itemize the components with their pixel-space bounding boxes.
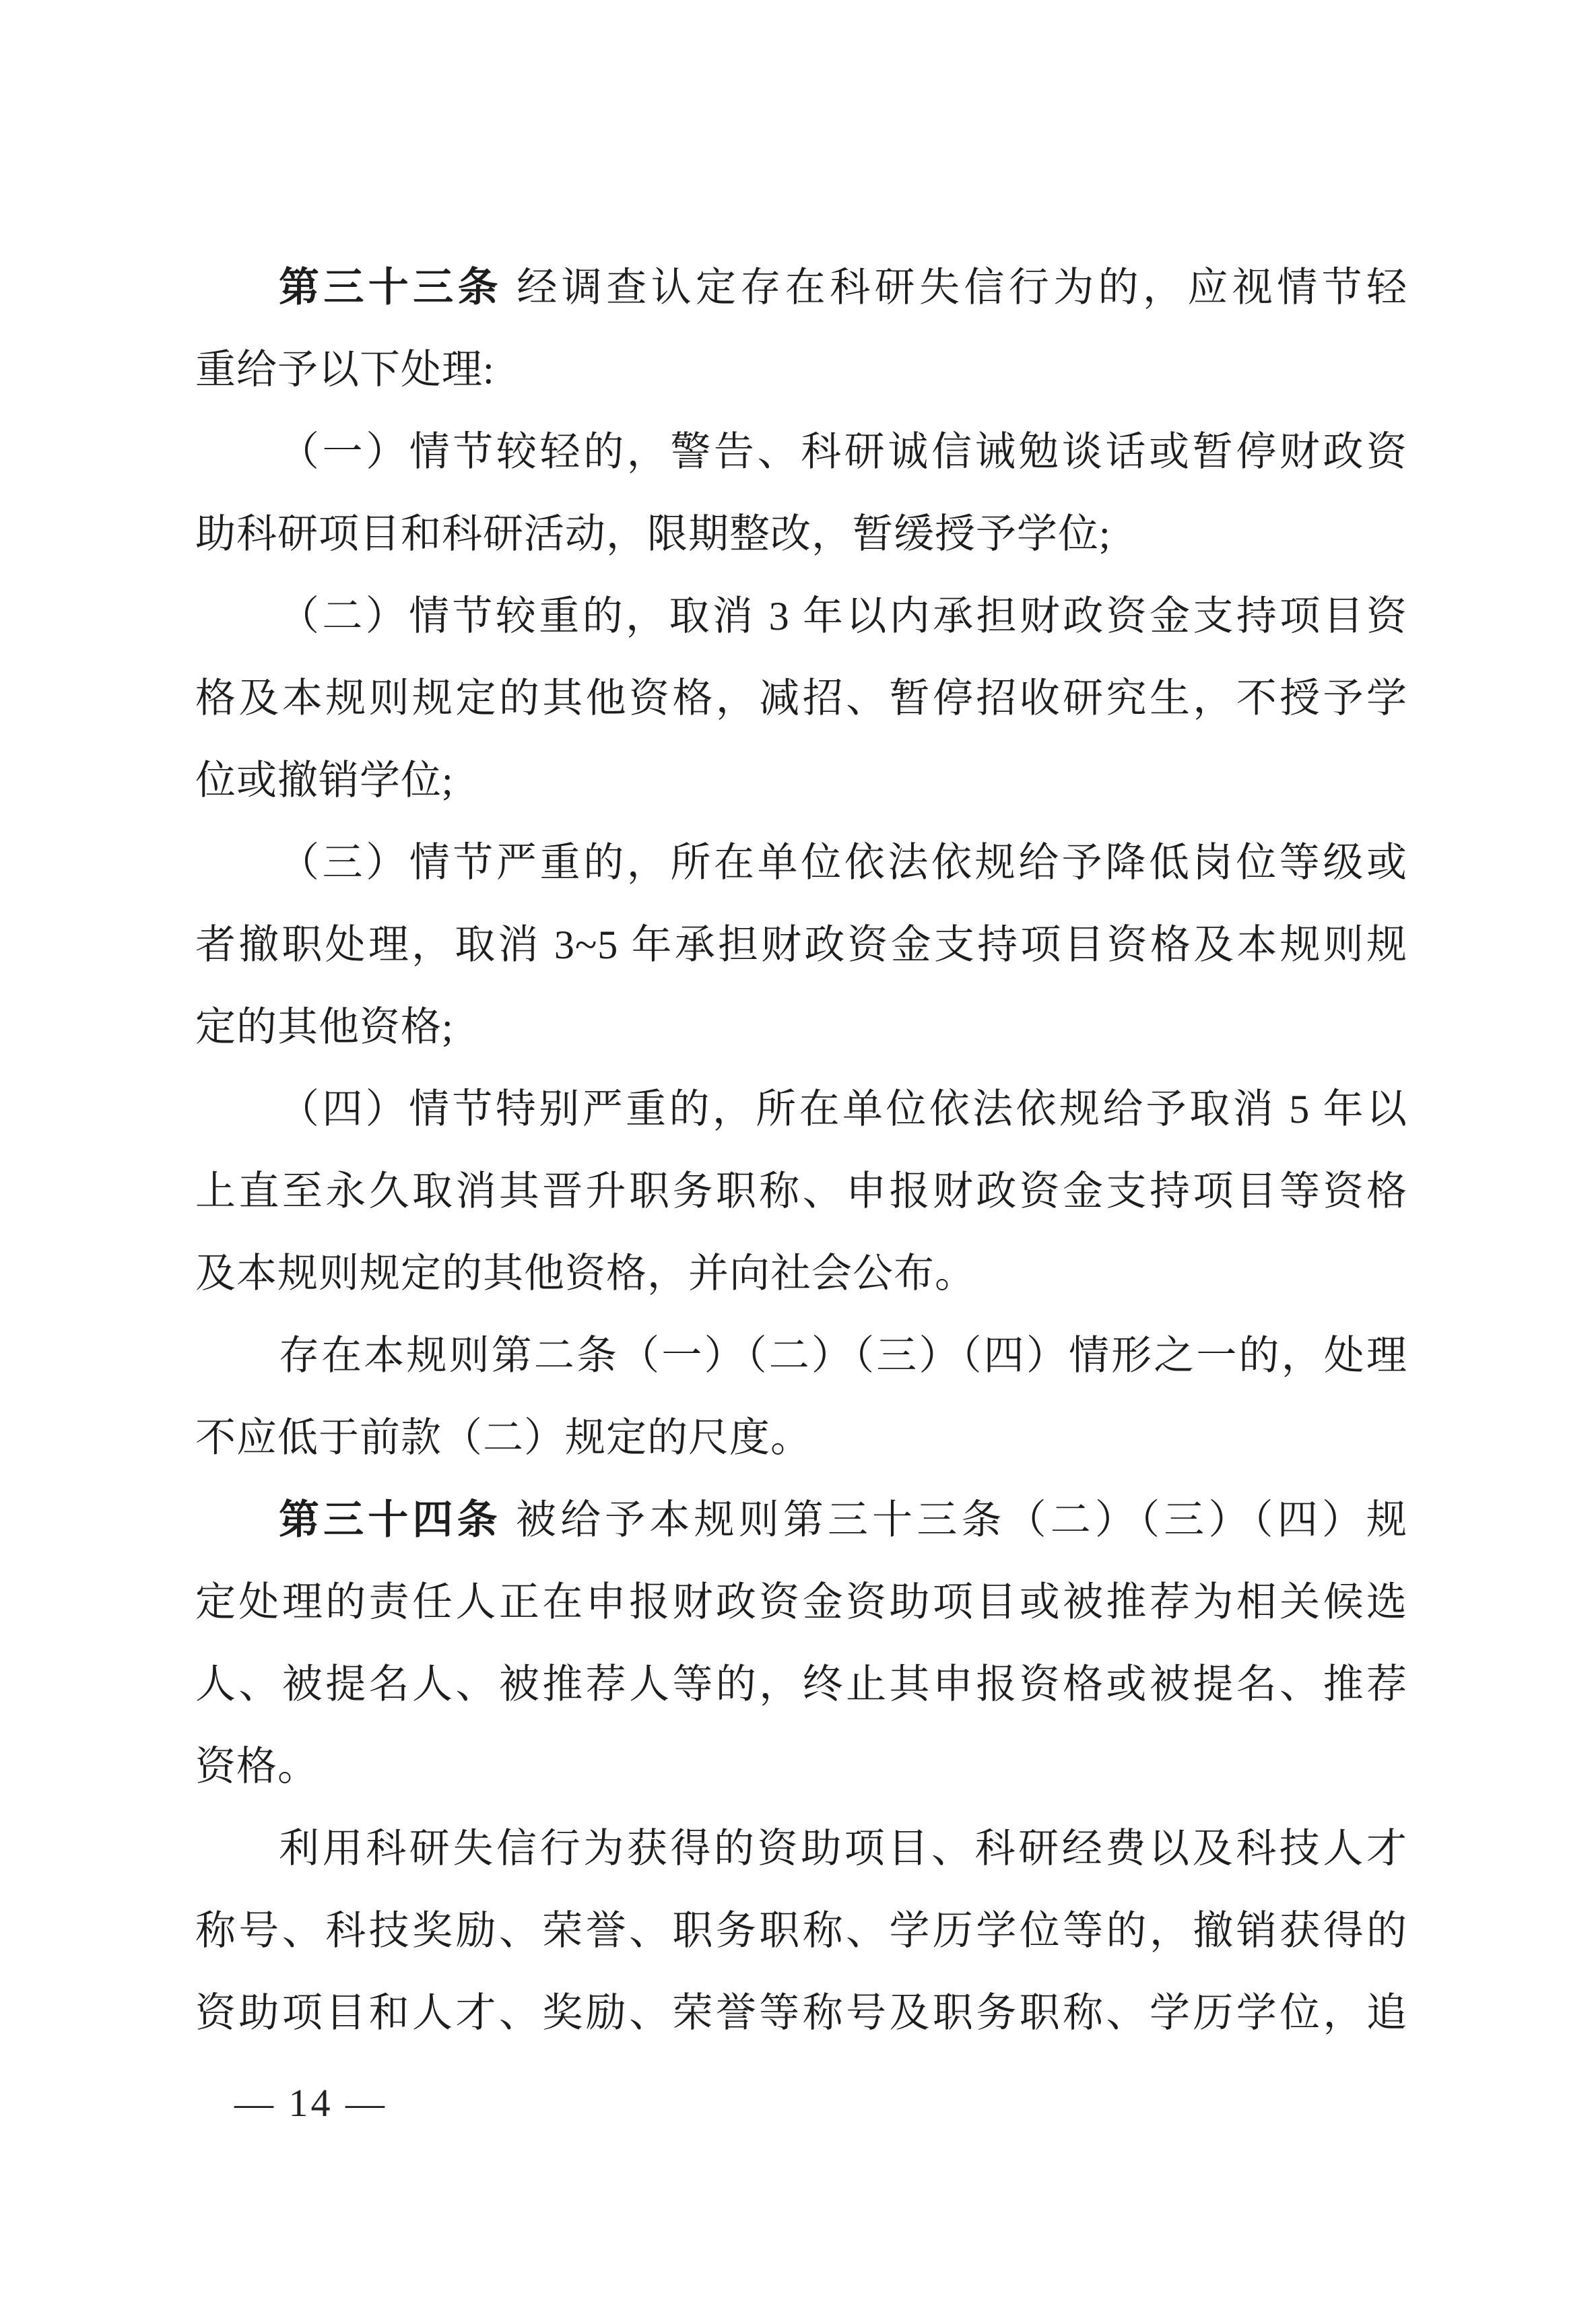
- text-segment: 助科研项目和科研活动，限期整改，暂缓授予学位;: [195, 512, 1111, 556]
- text-segment: （四）情节特别严重的，所在单位依法依规给予取消 5 年以: [279, 1087, 1407, 1131]
- text-line: [195, 657, 1407, 739]
- text-line: [195, 1068, 1407, 1150]
- text-segment: 定处理的责任人正在申报财政资金资助项目或被推荐为相关候选: [195, 1580, 1407, 1624]
- text-line: [195, 411, 1407, 493]
- text-line: [195, 1561, 1407, 1643]
- text-line: [195, 1643, 1407, 1725]
- text-line: [195, 1150, 1407, 1232]
- text-segment: 经调查认定存在科研失信行为的，应视情节轻: [502, 265, 1407, 310]
- text-segment: 重给予以下处理:: [195, 348, 495, 392]
- text-line: [195, 246, 1407, 329]
- text-line: [195, 1972, 1407, 2054]
- text-segment: 存在本规则第二条（一）（二）（三）（四）情形之一的，处理: [279, 1333, 1407, 1378]
- text-segment: 人、被提名人、被推荐人等的，终止其申报资格或被提名、推荐: [195, 1662, 1407, 1707]
- text-segment: 者撤职处理，取消 3~5 年承担财政资金支持项目资格及本规则规: [195, 923, 1407, 967]
- text-segment: 位或撤销学位;: [195, 758, 454, 803]
- text-line: [195, 1315, 1407, 1397]
- text-segment: 称号、科技奖励、荣誉、职务职称、学历学位等的，撤销获得的: [195, 1909, 1407, 1953]
- document-body: [195, 246, 1407, 2054]
- text-segment: 上直至永久取消其晋升职务职称、申报财政资金支持项目等资格: [195, 1169, 1407, 1214]
- text-line: [195, 1397, 1407, 1479]
- text-segment: 被给予本规则第三十三条（二）（三）（四）规: [501, 1498, 1408, 1542]
- text-segment: （一）情节较轻的，警告、科研诚信诫勉谈话或暂停财政资: [279, 430, 1407, 474]
- text-line: [195, 1479, 1407, 1561]
- article-number: 第三十三条: [279, 265, 502, 310]
- text-line: [195, 1890, 1407, 1972]
- text-line: [195, 1808, 1407, 1890]
- text-segment: 利用科研失信行为获得的资助项目、科研经费以及科技人才: [279, 1826, 1407, 1871]
- text-segment: 格及本规则规定的其他资格，减招、暂停招收研究生，不授予学: [195, 676, 1407, 721]
- text-line: [195, 575, 1407, 657]
- text-segment: 不应低于前款（二）规定的尺度。: [195, 1416, 811, 1460]
- text-segment: 资格。: [195, 1744, 319, 1789]
- text-segment: （三）情节严重的，所在单位依法依规给予降低岗位等级或: [279, 840, 1407, 885]
- text-line: [195, 493, 1407, 575]
- text-segment: （二）情节较重的，取消 3 年以内承担财政资金支持项目资: [279, 594, 1407, 638]
- article-number: 第三十四条: [279, 1497, 502, 1542]
- page-number: — 14 —: [234, 2081, 387, 2125]
- text-segment: 及本规则规定的其他资格，并向社会公布。: [195, 1251, 976, 1296]
- text-line: [195, 329, 1407, 411]
- text-line: [195, 739, 1407, 822]
- text-line: [195, 1232, 1407, 1315]
- text-line: [195, 822, 1407, 904]
- text-line: [195, 904, 1407, 986]
- text-line: [195, 1725, 1407, 1808]
- text-segment: 定的其他资格;: [195, 1005, 454, 1049]
- text-line: [195, 986, 1407, 1068]
- text-segment: 资助项目和人才、奖励、荣誉等称号及职务职称、学历学位，追: [195, 1991, 1407, 2035]
